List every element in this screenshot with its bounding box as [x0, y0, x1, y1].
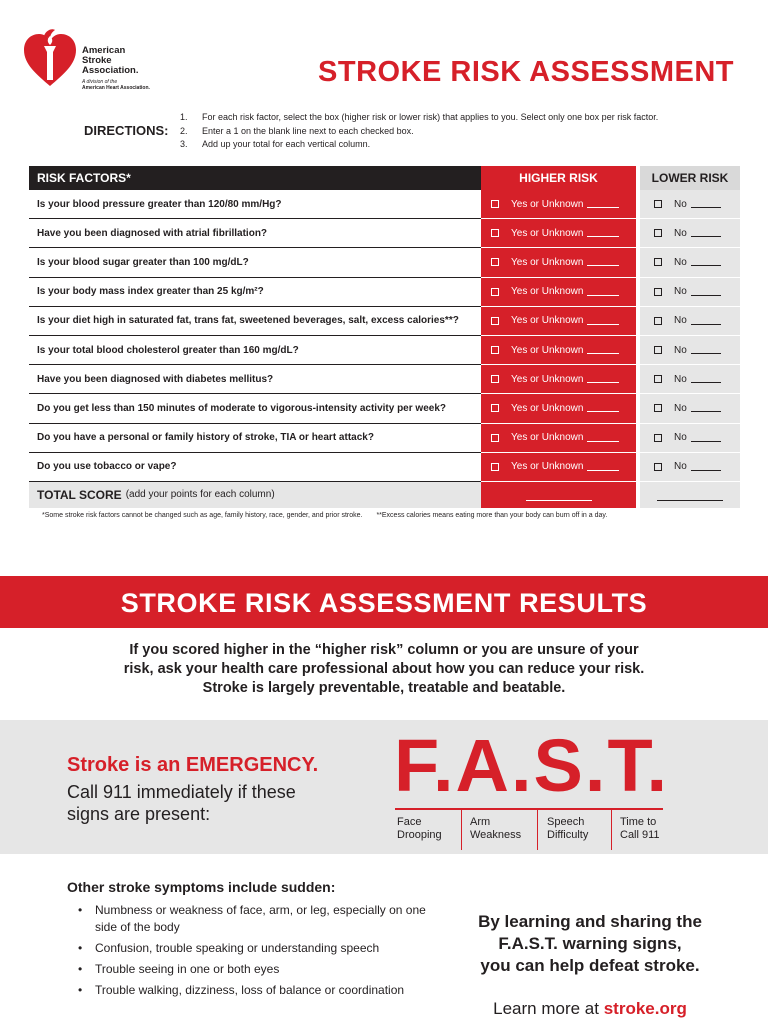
risk-question: Do you get less than 150 minutes of moderate to vigorous-intensity activity per week?	[29, 394, 481, 423]
table-row	[29, 190, 740, 219]
option-label: No	[674, 432, 687, 444]
header-higher-risk: HIGHER RISK	[481, 166, 636, 190]
directions-label: DIRECTIONS:	[84, 123, 169, 138]
higher-risk-option[interactable]	[481, 307, 636, 336]
score-blank[interactable]	[587, 288, 619, 296]
emergency-panel	[0, 720, 768, 854]
option-label: No	[674, 315, 687, 327]
checkbox-icon[interactable]	[654, 404, 662, 412]
checkbox-icon[interactable]	[491, 346, 499, 354]
score-blank[interactable]	[691, 434, 721, 442]
heart-torch-icon	[22, 28, 78, 90]
option-label: Yes or Unknown	[511, 344, 584, 356]
option-label: Yes or Unknown	[511, 373, 584, 385]
checkbox-icon[interactable]	[491, 258, 499, 266]
lower-risk-option[interactable]	[640, 307, 740, 336]
checkbox-icon[interactable]	[654, 317, 662, 325]
direction-step: 2. Enter a 1 on the blank line next to each checked box.	[180, 125, 414, 136]
direction-step: 1. For each risk factor, select the box (higher risk or lower risk) that applies to you. Select only one box per risk factor.	[180, 112, 659, 122]
higher-risk-option[interactable]	[481, 278, 636, 307]
lower-risk-option[interactable]	[640, 219, 740, 248]
option-label: No	[674, 286, 687, 298]
emergency-subtitle: Call 911 immediately if these signs are present:	[67, 782, 296, 824]
risk-factors-table	[29, 166, 740, 508]
option-label: No	[674, 344, 687, 356]
table-row	[29, 278, 740, 307]
total-score-row	[29, 482, 740, 508]
score-blank[interactable]	[691, 229, 721, 237]
checkbox-icon[interactable]	[491, 317, 499, 325]
risk-question: Do you have a personal or family history of stroke, TIA or heart attack?	[29, 424, 481, 453]
higher-risk-option[interactable]	[481, 453, 636, 482]
higher-risk-option[interactable]	[481, 424, 636, 453]
score-blank[interactable]	[691, 288, 721, 296]
lower-risk-option[interactable]	[640, 190, 740, 219]
learn-more: Learn more at stroke.org	[493, 999, 687, 1018]
option-label: No	[674, 256, 687, 268]
checkbox-icon[interactable]	[491, 434, 499, 442]
checkbox-icon[interactable]	[654, 346, 662, 354]
checkbox-icon[interactable]	[654, 375, 662, 383]
table-row	[29, 219, 740, 248]
logo-wordmark: American Stroke Association.	[82, 45, 139, 76]
logo-division-text: A division of the American Heart Association.	[82, 79, 150, 91]
checkbox-icon[interactable]	[654, 200, 662, 208]
page-title: STROKE RISK ASSESSMENT	[318, 56, 734, 88]
option-label: Yes or Unknown	[511, 198, 584, 210]
stroke-org-link[interactable]: stroke.org	[603, 999, 687, 1018]
lower-risk-option[interactable]	[640, 278, 740, 307]
header-risk-factors: RISK FACTORS*	[29, 166, 481, 190]
risk-question: Is your blood pressure greater than 120/80 mm/Hg?	[29, 190, 481, 219]
list-item: • Confusion, trouble speaking or understanding speech	[78, 940, 428, 957]
list-item: • Numbness or weakness of face, arm, or leg, especially on one side of the body	[78, 902, 428, 936]
table-row	[29, 336, 740, 365]
fast-item-time: Time to Call 911	[611, 810, 663, 850]
lower-risk-total-field[interactable]	[640, 482, 740, 508]
symptoms-title: Other stroke symptoms include sudden:	[67, 879, 336, 895]
risk-question: Is your body mass index greater than 25 kg/m²?	[29, 278, 481, 307]
option-label: No	[674, 461, 687, 473]
lower-risk-option[interactable]	[640, 394, 740, 423]
directions-list	[180, 111, 658, 152]
option-label: Yes or Unknown	[511, 461, 584, 473]
checkbox-icon[interactable]	[654, 463, 662, 471]
score-blank[interactable]	[587, 317, 619, 325]
score-blank[interactable]	[587, 258, 619, 266]
lower-risk-option[interactable]	[640, 248, 740, 277]
option-label: Yes or Unknown	[511, 315, 584, 327]
score-blank[interactable]	[691, 375, 721, 383]
total-score-label: TOTAL SCORE (add your points for each column)	[29, 482, 481, 508]
table-header	[29, 166, 740, 190]
footnotes	[42, 512, 607, 519]
checkbox-icon[interactable]	[491, 200, 499, 208]
table-row	[29, 307, 740, 336]
lower-risk-option[interactable]	[640, 365, 740, 394]
option-label: Yes or Unknown	[511, 256, 584, 268]
footnote-risk-factors: *Some stroke risk factors cannot be changed such as age, family history, race, gender, and prior stroke.	[42, 512, 363, 519]
header-lower-risk: LOWER RISK	[640, 166, 740, 190]
fast-items	[395, 810, 663, 850]
lower-risk-option[interactable]	[640, 453, 740, 482]
score-blank[interactable]	[691, 200, 721, 208]
table-row	[29, 424, 740, 453]
option-label: No	[674, 198, 687, 210]
checkbox-icon[interactable]	[491, 463, 499, 471]
checkbox-icon[interactable]	[491, 404, 499, 412]
score-blank[interactable]	[587, 463, 619, 471]
checkbox-icon[interactable]	[491, 375, 499, 383]
risk-question: Is your diet high in saturated fat, trans fat, sweetened beverages, salt, excess calories**?	[29, 307, 481, 336]
checkbox-icon[interactable]	[491, 288, 499, 296]
lower-risk-option[interactable]	[640, 424, 740, 453]
table-row	[29, 365, 740, 394]
list-item: • Trouble walking, dizziness, loss of balance or coordination	[78, 982, 428, 999]
higher-risk-option[interactable]	[481, 365, 636, 394]
fast-item-face: Face Drooping	[397, 816, 442, 841]
checkbox-icon[interactable]	[654, 229, 662, 237]
higher-risk-option[interactable]	[481, 394, 636, 423]
score-blank[interactable]	[587, 434, 619, 442]
checkbox-icon[interactable]	[491, 229, 499, 237]
higher-risk-option[interactable]	[481, 336, 636, 365]
fast-item-speech: Speech Difficulty	[537, 810, 611, 850]
option-label: No	[674, 402, 687, 414]
score-blank[interactable]	[691, 258, 721, 266]
score-blank[interactable]	[587, 346, 619, 354]
checkbox-icon[interactable]	[654, 258, 662, 266]
higher-risk-option[interactable]	[481, 190, 636, 219]
table-row	[29, 453, 740, 482]
score-blank[interactable]	[691, 317, 721, 325]
table-row	[29, 394, 740, 423]
table-row	[29, 248, 740, 277]
footnote-excess-calories: **Excess calories means eating more than your body can burn off in a day.	[376, 512, 608, 519]
option-label: No	[674, 373, 687, 385]
option-label: Yes or Unknown	[511, 227, 584, 239]
checkbox-icon[interactable]	[654, 434, 662, 442]
option-label: Yes or Unknown	[511, 286, 584, 298]
emergency-title: Stroke is an EMERGENCY.	[67, 754, 319, 776]
score-blank[interactable]	[587, 404, 619, 412]
list-item: • Trouble seeing in one or both eyes	[78, 961, 428, 978]
option-label: Yes or Unknown	[511, 432, 584, 444]
fast-item-arm: Arm Weakness	[461, 810, 537, 850]
option-label: Yes or Unknown	[511, 402, 584, 414]
risk-question: Is your total blood cholesterol greater than 160 mg/dL?	[29, 336, 481, 365]
higher-risk-option[interactable]	[481, 219, 636, 248]
direction-step: 3. Add up your total for each vertical column.	[180, 139, 371, 149]
higher-risk-option[interactable]	[481, 248, 636, 277]
score-blank[interactable]	[587, 229, 619, 237]
checkbox-icon[interactable]	[654, 288, 662, 296]
score-blank[interactable]	[691, 404, 721, 412]
symptoms-list	[78, 902, 428, 1003]
risk-question: Is your blood sugar greater than 100 mg/dL?	[29, 248, 481, 277]
risk-question: Have you been diagnosed with atrial fibrillation?	[29, 219, 481, 248]
score-blank[interactable]	[691, 346, 721, 354]
lower-risk-option[interactable]	[640, 336, 740, 365]
results-text: If you scored higher in the “higher risk” column or you are unsure of your risk, ask your health care professional about how you can reduce your risk. Stroke is largely preventable, treatable and beatable.	[123, 642, 645, 696]
results-banner: STROKE RISK ASSESSMENT RESULTS	[0, 576, 768, 628]
option-label: No	[674, 227, 687, 239]
risk-question: Do you use tobacco or vape?	[29, 453, 481, 482]
score-blank[interactable]	[587, 200, 619, 208]
fast-acronym: F.A.S.T.	[394, 724, 670, 807]
american-stroke-association-logo	[22, 28, 172, 98]
higher-risk-total-field[interactable]	[481, 482, 636, 508]
score-blank[interactable]	[691, 463, 721, 471]
cta-message: By learning and sharing the F.A.S.T. warning signs, you can help defeat stroke.	[478, 912, 702, 975]
score-blank[interactable]	[587, 375, 619, 383]
risk-question: Have you been diagnosed with diabetes mellitus?	[29, 365, 481, 394]
